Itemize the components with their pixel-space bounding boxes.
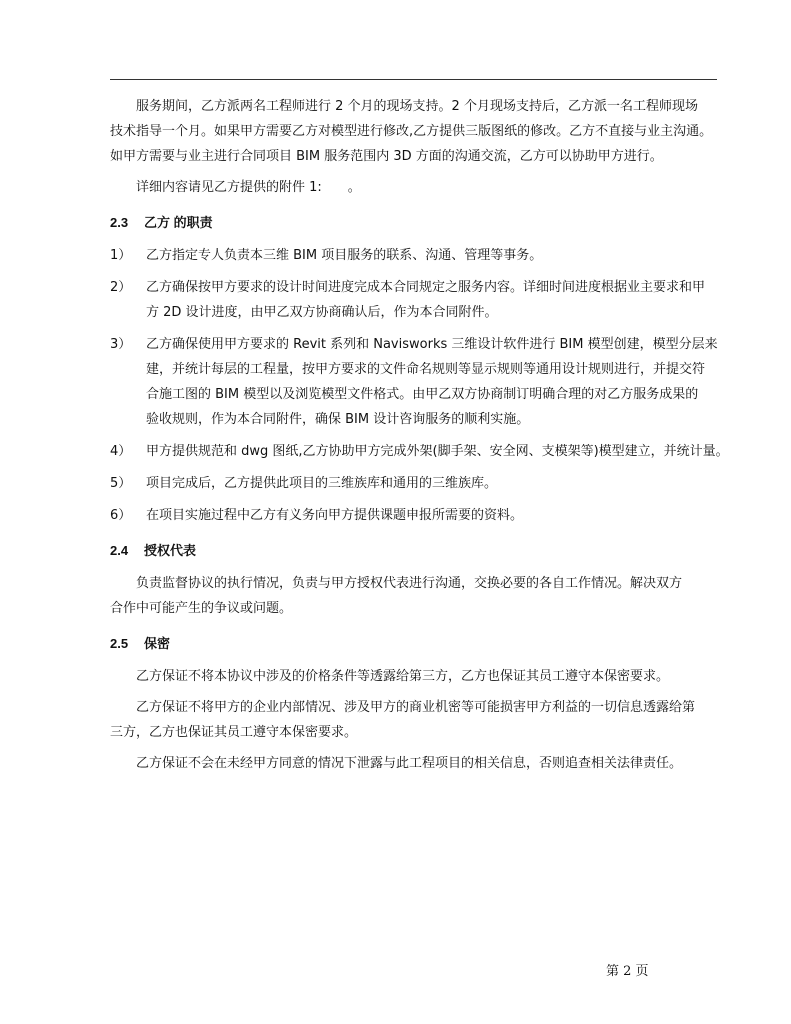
text-line: 三方，乙方也保证其员工遵守本保密要求。: [110, 725, 358, 740]
text-line: 建，并统计每层的工程量，按甲方要求的文件命名规则等显示规则等通用设计规则进行，并提交符: [146, 362, 706, 377]
section-title: 授权代表: [144, 543, 197, 558]
text-line: 负责监督协议的执行情况，负责与甲方授权代表进行沟通，交换必要的各自工作情况。解决双方: [136, 576, 683, 591]
list-marker: 1）: [110, 248, 132, 263]
text-line: 技术指导一个月。如果甲方需要乙方对模型进行修改,乙方提供三版图纸的修改。乙方不直接与业主沟通。: [110, 124, 713, 139]
list-marker: 3）: [110, 337, 132, 352]
list-marker: 6）: [110, 508, 132, 523]
section-number: 2.3: [110, 215, 129, 230]
intro-paragraph-2: 详细内容请见乙方提供的附件 1: 。: [136, 180, 361, 195]
section-2-5-paragraph-2: [110, 695, 722, 745]
header-rule: [110, 79, 717, 80]
list-item: [110, 275, 722, 325]
text-line: 合作中可能产生的争议或问题。: [110, 601, 293, 616]
text-line: 乙方保证不将甲方的企业内部情况、涉及甲方的商业机密等可能损害甲方利益的一切信息透露给第: [136, 700, 696, 715]
text-line: 乙方确保按甲方要求的设计时间进度完成本合同规定之服务内容。详细时间进度根据业主要求和甲: [146, 280, 706, 295]
list-marker: 4）: [110, 444, 132, 459]
text-line: 甲方提供规范和 dwg 图纸,乙方协助甲方完成外架(脚手架、安全网、支模架等)模型建立，并统计量。: [146, 444, 729, 459]
section-2-5-heading: [110, 631, 722, 656]
section-2-4-heading: [110, 538, 722, 563]
text-line: 方 2D 设计进度，由甲乙双方协商确认后，作为本合同附件。: [146, 305, 498, 320]
text-line: 服务期间，乙方派两名工程师进行 2 个月的现场支持。2 个月现场支持后，乙方派一名工程师现场: [136, 99, 698, 114]
document-body: [110, 94, 729, 782]
intro-paragraph-1: [110, 94, 722, 169]
section-2-5-paragraph-1: 乙方保证不将本协议中涉及的价格条件等透露给第三方，乙方也保证其员工遵守本保密要求。: [136, 669, 670, 684]
section-title: 保密: [144, 636, 171, 651]
section-title: 乙方 的职责: [144, 215, 213, 230]
list-marker: 2）: [110, 280, 132, 295]
section-number: 2.5: [110, 636, 129, 651]
section-2-5-paragraph-3: 乙方保证不会在未经甲方同意的情况下泄露与此工程项目的相关信息，否则追查相关法律责任。: [136, 756, 683, 771]
text-line: 合施工图的 BIM 模型以及浏览模型文件格式。由甲乙双方协商制订明确合理的对乙方服务成果的: [146, 387, 699, 402]
list-item: [110, 439, 729, 464]
text-line: 项目完成后，乙方提供此项目的三维族库和通用的三维族库。: [146, 476, 498, 491]
section-number: 2.4: [110, 543, 129, 558]
text-line: 乙方确保使用甲方要求的 Revit 系列和 Navisworks 三维设计软件进行 BIM 模型创建，模型分层来: [146, 337, 718, 352]
section-2-3-heading: [110, 210, 722, 235]
list-marker: 5）: [110, 476, 132, 491]
text-line: 乙方指定专人负责本三维 BIM 项目服务的联系、沟通、管理等事务。: [146, 248, 543, 263]
list-item: [110, 243, 722, 268]
text-line: 在项目实施过程中乙方有义务向甲方提供课题申报所需要的资料。: [146, 508, 524, 523]
list-item: [110, 471, 722, 496]
text-line: 如甲方需要与业主进行合同项目 BIM 服务范围内 3D 方面的沟通交流，乙方可以协助甲方进行。: [110, 149, 663, 164]
text-line: 验收规则，作为本合同附件，确保 BIM 设计咨询服务的顺利实施。: [146, 412, 530, 427]
list-item: [110, 503, 722, 528]
section-2-4-paragraph: [110, 571, 722, 621]
list-item: [110, 332, 722, 432]
page-number: 第 2 页: [606, 964, 649, 979]
